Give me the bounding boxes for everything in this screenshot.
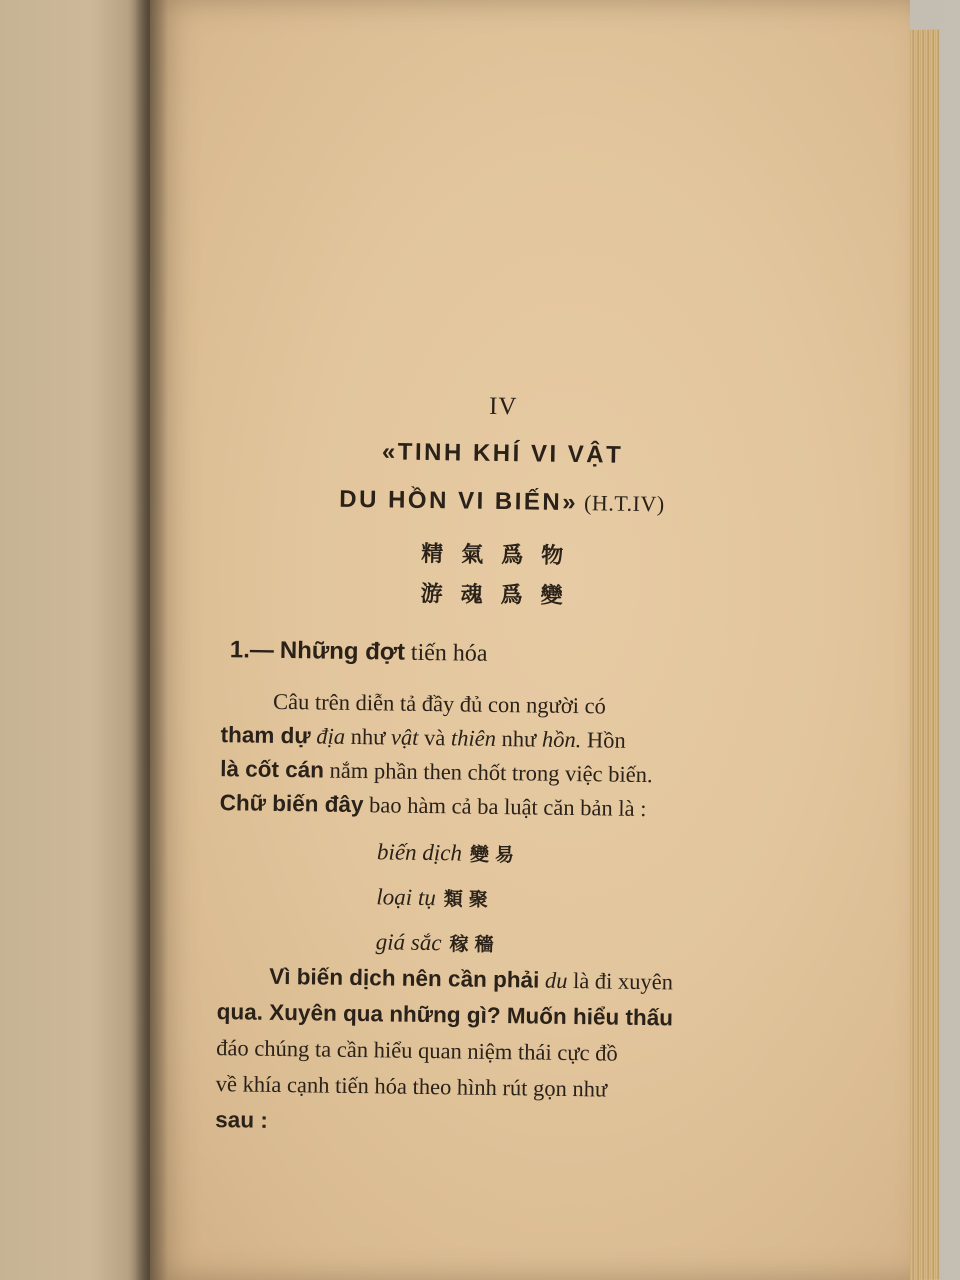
- book-gutter: [128, 0, 168, 1280]
- section-heading: [230, 636, 488, 668]
- italic-text: địa: [316, 723, 346, 749]
- term-word: giá sắc: [375, 929, 442, 956]
- page-content: [181, 0, 819, 1280]
- term-list: [375, 830, 520, 967]
- term-hanzi: 稼穡: [449, 933, 500, 957]
- term-item: [377, 830, 521, 877]
- section-number: 1.—: [229, 636, 275, 664]
- italic-text: du: [544, 967, 568, 993]
- han-characters-line-1: 精氣爲物: [420, 540, 582, 570]
- title-reference: (H.T.IV): [583, 490, 665, 517]
- italic-text: hồn.: [541, 726, 582, 753]
- bold-text: Chữ biến đây: [219, 790, 364, 818]
- chapter-title-line-1: [192, 436, 812, 473]
- paragraph-1: [219, 684, 791, 828]
- paragraph-line: qua. Xuyên qua những gì? Muốn hiểu thấu: [216, 999, 674, 1031]
- italic-text: thiên: [450, 725, 497, 751]
- right-page: [150, 0, 910, 1280]
- italic-text: vật: [390, 724, 419, 750]
- chapter-number: IV: [488, 392, 518, 421]
- han-characters-line-2: 游魂爲變: [420, 580, 581, 610]
- term-word: biến dịch: [376, 839, 463, 866]
- section-bold-text: Những đợt: [279, 636, 406, 666]
- bold-text: tham dự: [220, 722, 311, 749]
- section-text: tiến hóa: [410, 639, 488, 667]
- paragraph-line: sau :: [215, 1107, 268, 1133]
- text: là đi xuyên: [572, 968, 674, 995]
- title-text: DU HỒN VI BIẾN»: [339, 485, 579, 517]
- text: như: [501, 726, 537, 752]
- text: bao hàm cả ba luật căn bản là :: [368, 792, 647, 822]
- text: nắm phần then chốt trong việc biến.: [329, 757, 653, 788]
- bold-text: là cốt cán: [220, 756, 325, 783]
- paragraph-line: Câu trên diễn tả đầy đủ con người có: [272, 688, 607, 719]
- text: như: [350, 723, 386, 750]
- term-hanzi: 類聚: [443, 888, 494, 911]
- title-text: «TINH KHÍ VI VẬT: [381, 438, 624, 469]
- text: Hồn: [586, 727, 626, 753]
- text: và: [423, 724, 446, 751]
- paragraph-line: đáo chúng ta cần hiểu quan niệm thái cực đồ: [216, 1035, 618, 1066]
- term-hanzi: 變易: [469, 843, 521, 867]
- paragraph-2: [215, 958, 787, 1146]
- term-word: loại tụ: [376, 884, 436, 911]
- term-item: [376, 875, 520, 922]
- chapter-title-line-2: [192, 484, 812, 521]
- paragraph-line: [219, 786, 789, 828]
- paragraph-line: về khía cạnh tiến hóa theo hình rút gọn như: [215, 1071, 608, 1102]
- bold-text: Vì biến dịch nên cần phải: [269, 963, 540, 993]
